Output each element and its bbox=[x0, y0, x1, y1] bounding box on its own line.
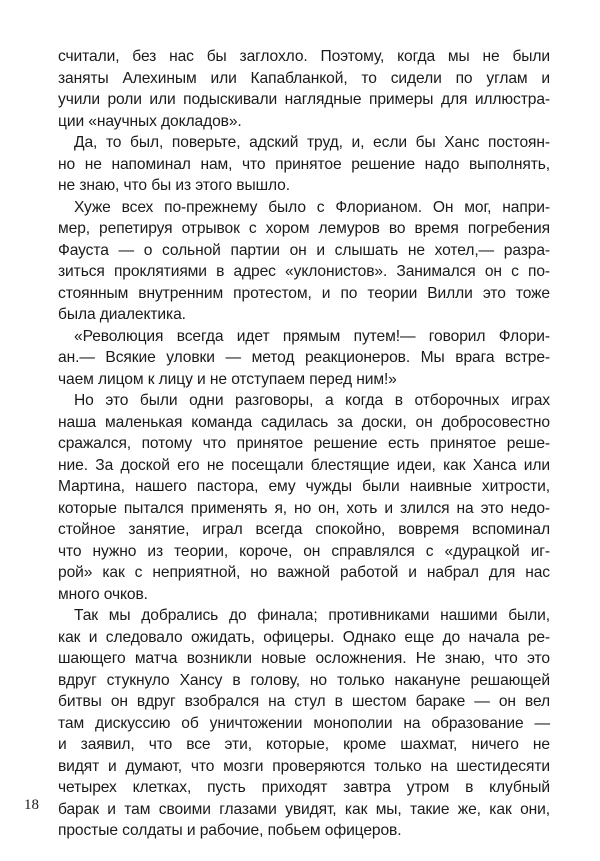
text-line: Мартина, нашего пастора, ему чужды были наивные хитрости, bbox=[58, 478, 550, 495]
text-line: Фауста — о сольной партии он и слышать не хотел,— разра- bbox=[58, 241, 550, 259]
text-line: сражался, потому что принятое решение есть принятое реше- bbox=[58, 435, 550, 452]
paragraph-5 bbox=[58, 390, 550, 605]
text-line: как и следовало ожидать, офицеры. Однако еще до начала ре- bbox=[58, 628, 550, 646]
text-line: рой» как с неприятной, но важной работой и набрал для нас bbox=[58, 564, 550, 581]
page-number: 18 bbox=[24, 797, 39, 813]
text-line: там дискуссию об уничтожении монополии на образование — bbox=[58, 714, 550, 732]
text-line: стойное занятие, играл всегда спокойно, вовремя вспоминал bbox=[58, 521, 550, 538]
text-line: учили роли или подыскивали наглядные примеры для иллюстра- bbox=[58, 91, 550, 108]
text-line: наша маленькая команда садилась за доски, он добросовестно bbox=[58, 413, 550, 431]
text-line: Да, то был, поверьте, адский труд, и, если бы Ханс постоян- bbox=[74, 134, 550, 151]
paragraph-4 bbox=[58, 326, 550, 391]
text-line: Так мы добрались до финала; противниками нашими были, bbox=[74, 607, 550, 624]
text-line: ан.— Всякие уловки — метод реакционеров. Мы врага встре- bbox=[58, 349, 550, 366]
text-line: но не напоминал нам, что принятое решение надо выполнять, bbox=[58, 155, 550, 173]
text-line: считали, без нас бы заглохло. Поэтому, когда мы не были bbox=[58, 48, 550, 65]
text-line: мер, репетируя отрывок с хором лемуров во время погребения bbox=[58, 220, 550, 237]
text-line: чаем лицом к лицу и не отступаем перед ним!» bbox=[58, 370, 397, 388]
text-line: которые пытался применять я, но он, хоть и злился на это недо- bbox=[58, 499, 550, 517]
text-line: четырех клетках, пусть приходят завтра утром в клубный bbox=[58, 779, 550, 796]
text-line: ние. За доской его не посещали блестящие идеи, как Ханса или bbox=[58, 456, 550, 474]
text-line: зиться проклятиями в адрес «уклонистов». Занимался он с по- bbox=[58, 263, 550, 280]
text-line: заняты Алехиным или Капабланкой, то сидели по углам и bbox=[58, 69, 550, 87]
text-line: простые солдаты и рабочие, побьем офицеров. bbox=[58, 822, 402, 839]
text-line: стоянным внутренним протестом, и по теории Вилли это тоже bbox=[58, 284, 550, 302]
page-text-block bbox=[58, 46, 550, 842]
text-line: ции «научных докладов». bbox=[58, 112, 242, 130]
text-line: не знаю, что бы из этого вышло. bbox=[58, 177, 290, 194]
paragraph-1 bbox=[58, 46, 550, 132]
paragraph-3 bbox=[58, 197, 550, 326]
text-line: видят и думают, что мозги проверяются только на шестидесяти bbox=[58, 757, 550, 775]
text-line: Но это были одни разговоры, а когда в отборочных играх bbox=[74, 392, 550, 409]
text-line: что нужно из теории, короче, он справлялся с «дурацкой иг- bbox=[58, 542, 550, 560]
text-line: была диалектика. bbox=[58, 306, 186, 323]
text-line: и заявил, что все эти, которые, кроме шахмат, ничего не bbox=[58, 736, 550, 753]
paragraph-6 bbox=[58, 605, 550, 842]
text-line: шающего матча возникли новые осложнения. Не знаю, что это bbox=[58, 650, 550, 667]
text-line: Хуже всех по-прежнему было с Флорианом. Он мог, напри- bbox=[74, 198, 550, 216]
text-line: вдруг стукнуло Хансу в голову, но только накануне решающей bbox=[58, 671, 550, 689]
text-line: «Революция всегда идет прямым путем!— говорил Флори- bbox=[74, 327, 550, 345]
paragraph-2 bbox=[58, 132, 550, 197]
text-line: барак и там своими глазами увидят, как мы, такие же, как они, bbox=[58, 800, 550, 818]
text-line: много очков. bbox=[58, 585, 148, 603]
text-line: битвы он вдруг взобрался на стул в шестом бараке — он вел bbox=[58, 693, 550, 710]
